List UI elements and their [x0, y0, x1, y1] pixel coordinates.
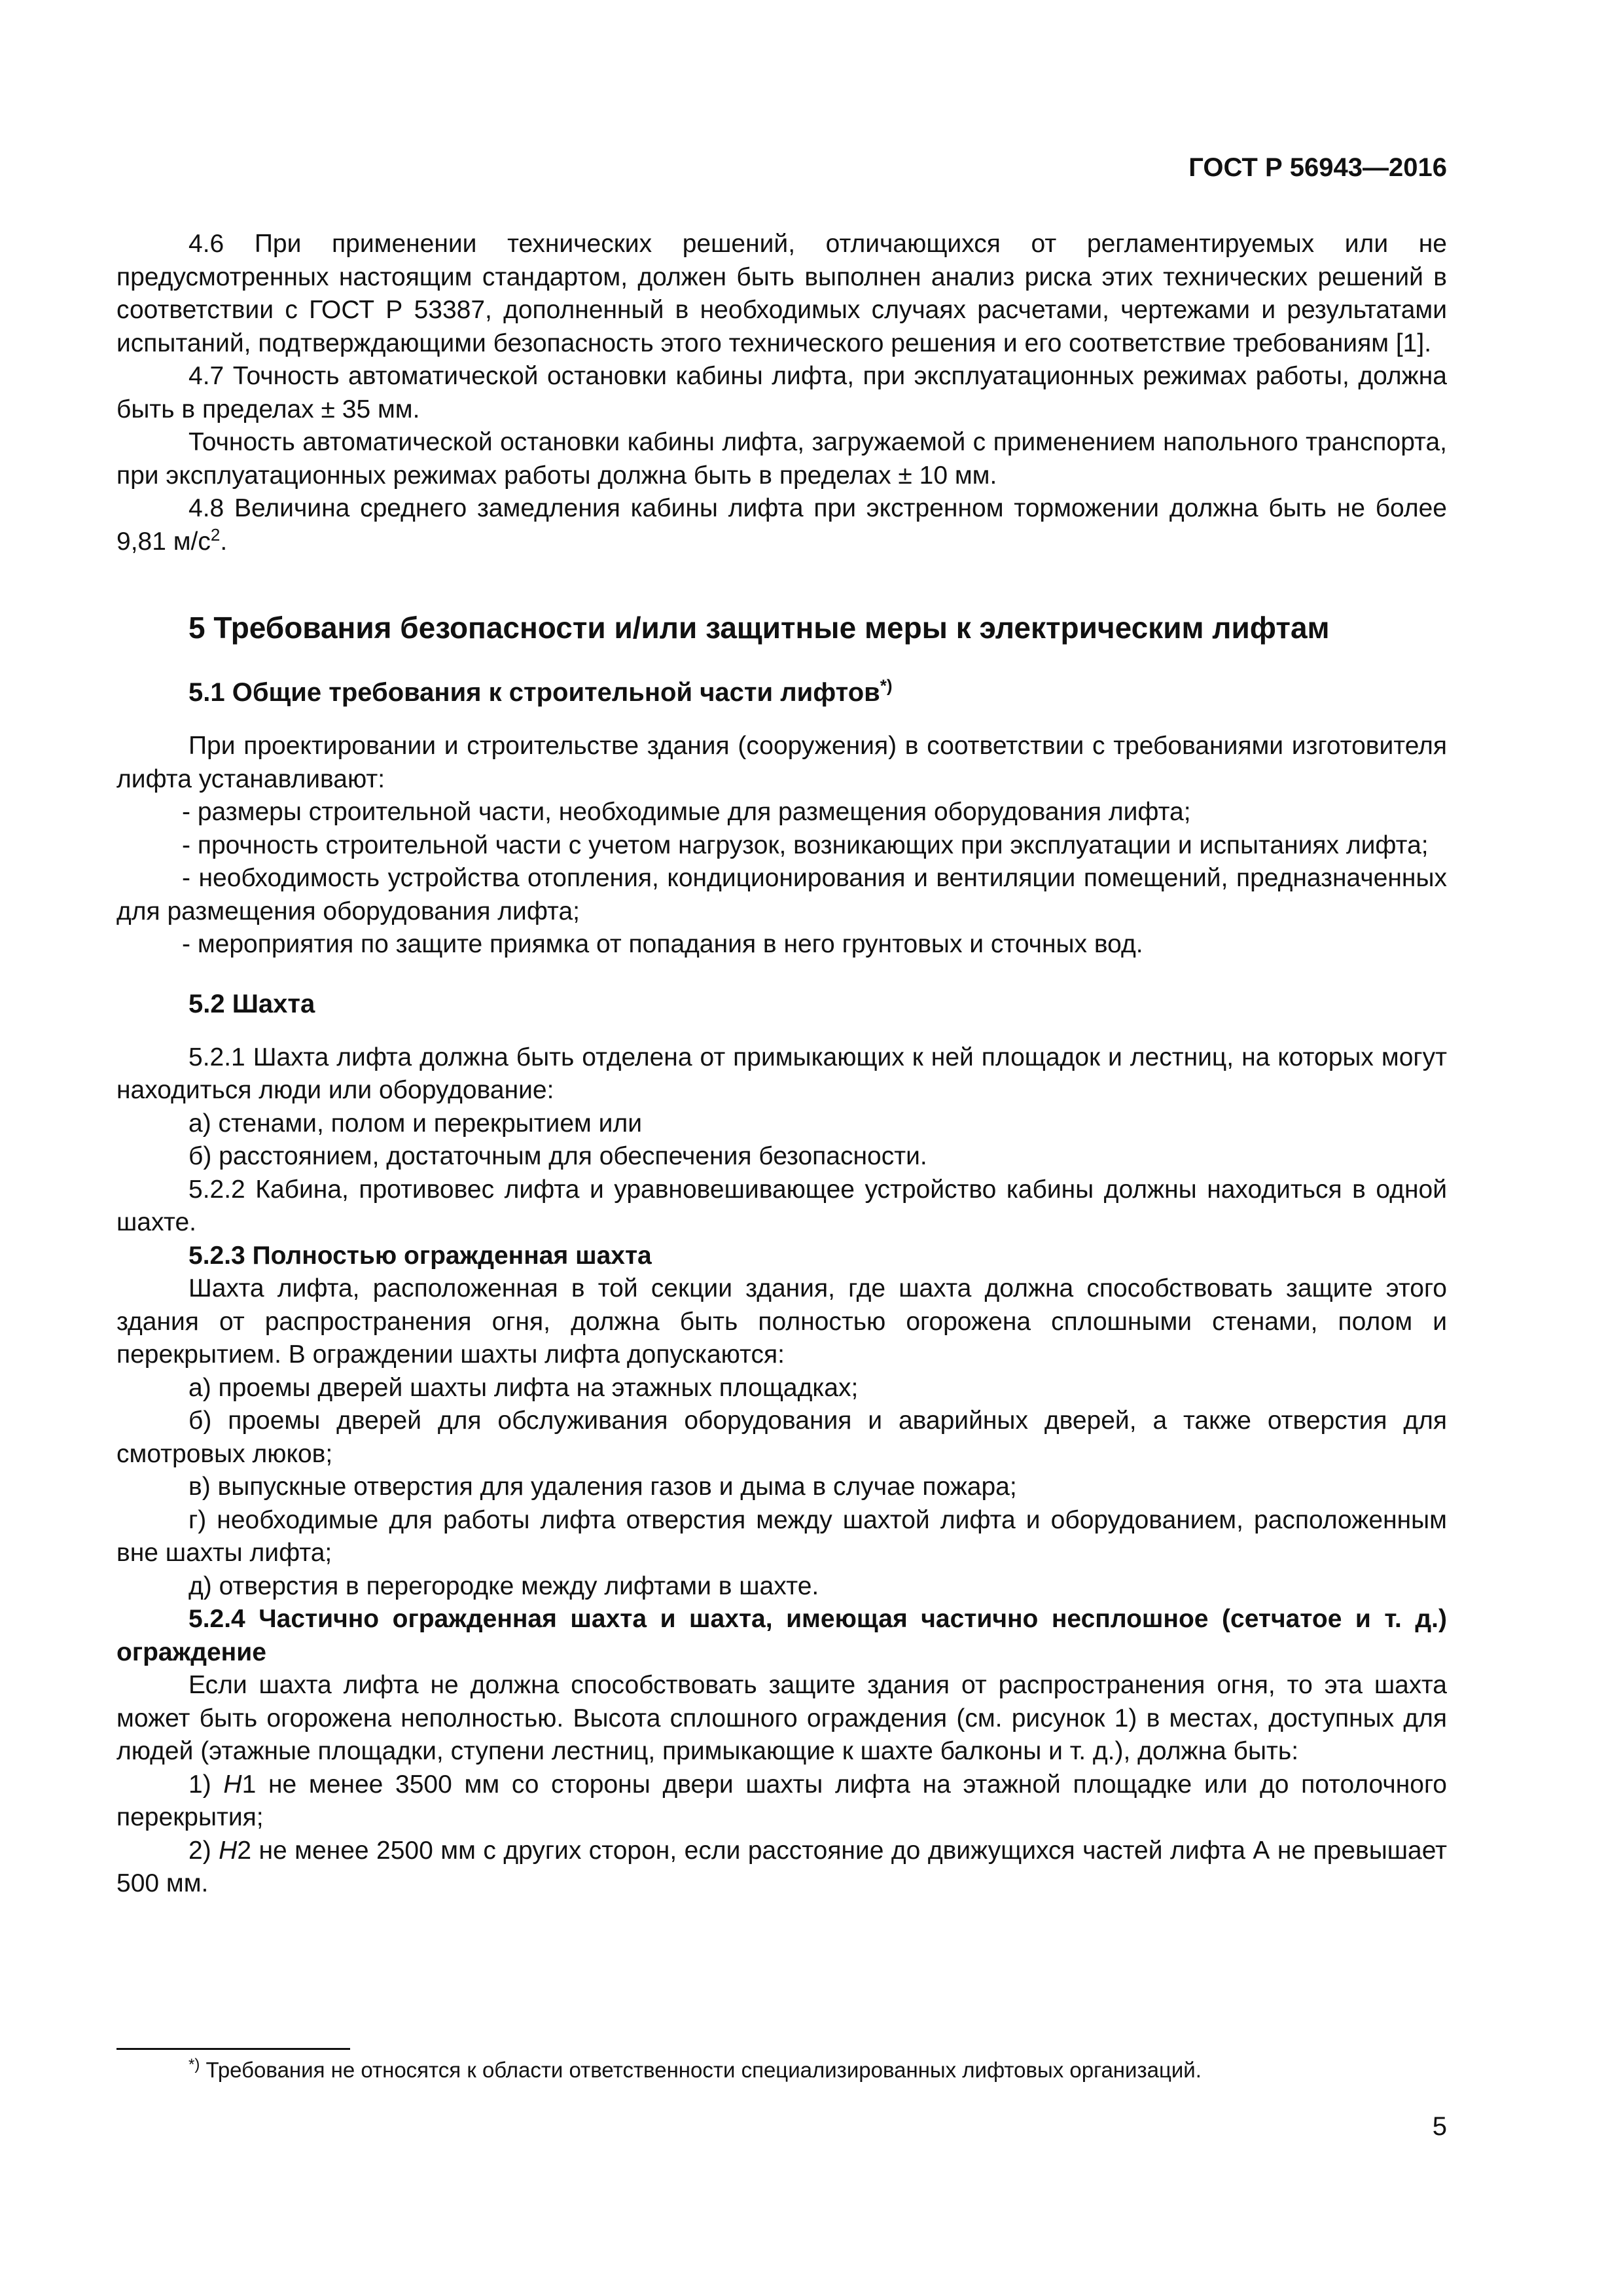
clause-5-2-3-title: 5.2.3 Полностью огражденная шахта	[188, 1241, 652, 1270]
list-item-number: 2)	[188, 1836, 219, 1865]
list-item: а) проемы дверей шахты лифта на этажных площадках;	[188, 1373, 859, 1402]
paragraph-4-7-continued: Точность автоматической остановки кабины лифта, загружаемой с применением напольного транспорта, при эксплуатационных режимах работы должна быть в пределах ± 10 мм.	[116, 428, 1447, 490]
height-variable: Н	[219, 1836, 238, 1865]
superscript-exponent: 2	[210, 524, 221, 545]
list-item: б) проемы дверей для обслуживания оборудования и аварийных дверей, а также отверстия для смотровых люков;	[116, 1407, 1447, 1468]
list-item: б) расстоянием, достаточным для обеспечения безопасности.	[188, 1142, 927, 1170]
document-body	[116, 228, 1447, 1901]
list-item: - необходимость устройства отопления, кондиционирования и вентиляции помещений, предназначенных для размещения оборудования лифта;	[116, 864, 1447, 925]
list-item: в) выпускные отверстия для удаления газов и дыма в случае пожара;	[188, 1473, 1017, 1501]
footnote	[188, 2056, 1432, 2084]
list-item: - мероприятия по защите приямка от попадания в него грунтовых и сточных вод.	[182, 930, 1143, 958]
list-item-text: 2 не менее 2500 мм с других сторон, если расстояние до движущихся частей лифта А не превышает 500 мм.	[116, 1836, 1447, 1897]
footnote-text: Требования не относятся к области ответственности специализированных лифтовых организаций.	[200, 2058, 1202, 2082]
paragraph-4-7: 4.7 Точность автоматической остановки кабины лифта, при эксплуатационных режимах работы, должна быть в пределах ± 35 мм.	[116, 362, 1447, 423]
clause-5-2-4-title: 5.2.4 Частично огражденная шахта и шахта, имеющая частично несплошное (сетчатое и т. д.) ограждение	[116, 1605, 1447, 1666]
paragraph-5-2-3: Шахта лифта, расположенная в той секции здания, где шахта должна способствовать защите этого здания от распространения огня, должна быть полностью огорожена сплошными стенами, полом и перекрытием. В ограждении шахты лифта допускаются:	[116, 1274, 1447, 1369]
paragraph-4-8-text: 4.8 Величина среднего замедления кабины лифта при экстренном торможении должна быть не более 9,81 м/с	[116, 494, 1447, 556]
paragraph-4-8	[116, 492, 1447, 558]
footnote-mark: *)	[188, 2056, 200, 2073]
paragraph-5-2-4: Если шахта лифта не должна способствовать защите здания от распространения огня, то эта шахта может быть огорожена неполностью. Высота сплошного ограждения (см. рисунок 1) в местах, доступных для людей (этажные площадки, ступени лестниц, примыкающие к шахте балконы и т. д.), должна быть:	[116, 1671, 1447, 1765]
subsection-5-2-title: 5.2 Шахта	[188, 989, 315, 1018]
footnote-separator	[116, 2048, 350, 2050]
list-item-text: 1 не менее 3500 мм со стороны двери шахты лифта на этажной площадке или до потолочного перекрытия;	[116, 1770, 1447, 1831]
list-item	[116, 1835, 1447, 1901]
subsection-5-1-title	[188, 676, 1447, 709]
list-item: - размеры строительной части, необходимые для размещения оборудования лифта;	[182, 798, 1191, 826]
paragraph-5-2-2: 5.2.2 Кабина, противовес лифта и уравновешивающее устройство кабины должны находиться в одной шахте.	[116, 1175, 1447, 1236]
height-variable: Н	[223, 1770, 242, 1799]
list-item-number: 1)	[188, 1770, 224, 1799]
paragraph-4-8-end: .	[220, 527, 228, 556]
list-item: - прочность строительной части с учетом нагрузок, возникающих при эксплуатации и испытаниях лифта;	[182, 831, 1429, 859]
list-item: г) необходимые для работы лифта отверстия между шахтой лифта и оборудованием, расположенным вне шахты лифта;	[116, 1505, 1447, 1567]
page-number: 5	[1432, 2112, 1447, 2141]
subsection-5-1-title-text: 5.1 Общие требования к строительной части лифтов	[188, 678, 880, 707]
list-item: а) стенами, полом и перекрытием или	[188, 1109, 643, 1138]
paragraph-5-2-1: 5.2.1 Шахта лифта должна быть отделена от примыкающих к ней площадок и лестниц, на которых могут находиться люди или оборудование:	[116, 1043, 1447, 1104]
list-item: д) отверстия в перегородке между лифтами в шахте.	[188, 1571, 819, 1600]
list-item	[116, 1768, 1447, 1835]
document-header: ГОСТ Р 56943—2016	[1188, 153, 1447, 182]
footnote-reference: *)	[880, 675, 893, 696]
paragraph-4-6: 4.6 При применении технических решений, отличающихся от регламентируемых или не предусмотренных настоящим стандартом, должен быть выполнен анализ риска этих технических решений в соответствии с ГОСТ Р 53387, дополненный в необходимых случаях расчетами, чертежами и результатами испытаний, подтверждающими безопасность этого технического решения и его соответствие требованиям [1].	[116, 230, 1447, 357]
section-5-title: 5 Требования безопасности и/или защитные меры к электрическим лифтам	[188, 611, 1330, 645]
subsection-5-1-intro: При проектировании и строительстве здания (сооружения) в соответствии с требованиями изготовителя лифта устанавливают:	[116, 732, 1447, 793]
